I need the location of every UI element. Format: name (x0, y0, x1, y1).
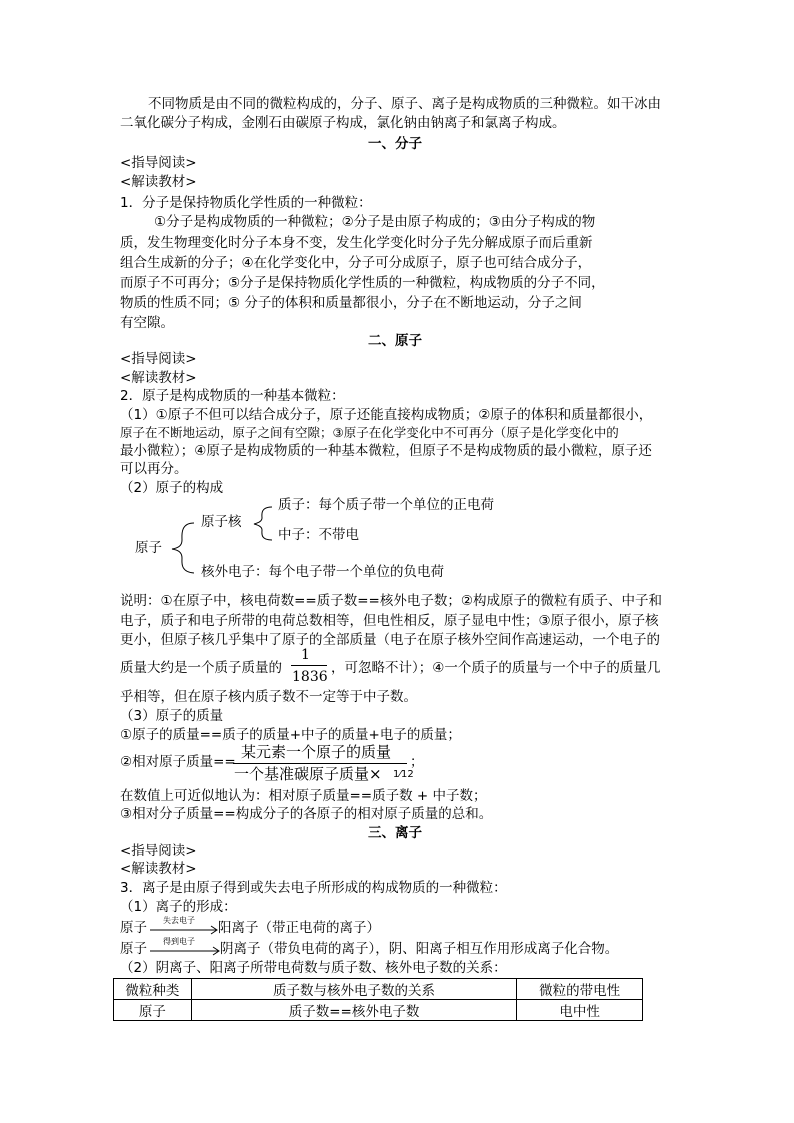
table-header-cell: 微粒的带电性 (517, 979, 643, 1000)
ion-formation-heading: （1）离子的形成： (120, 899, 237, 915)
section-1-line: 物质的性质不同；⑤ 分子的体积和质量都很小，分子在不断地运动，分子之间 (120, 295, 582, 311)
table-header-cell: 微粒种类 (114, 979, 192, 1000)
relative-mass-post: ； (410, 754, 424, 770)
section-2-title: 二、原子 (368, 333, 422, 349)
item-1-heading: 1．分子是保持物质化学性质的一种微粒： (120, 195, 372, 211)
interpret-textbook-label: <解读教材> (120, 861, 197, 877)
diagram-nucleus-label: 原子核 (201, 514, 242, 530)
formation-atom-label: 原子 (120, 941, 147, 957)
intro-line-2: 二氧化碳分子构成，金刚石由碳原子构成，氯化钠由钠离子和氯离子构成。 (120, 115, 566, 131)
section-1-line: ①分子是构成物质的一种微粒；②分子是由原子构成的；③由分子构成的物 (154, 214, 596, 230)
section-2-p1-line: （1）①原子不但可以结合成分子，原子还能直接构成物质；②原子的体积和质量都很小， (120, 407, 653, 423)
table-cell: 电中性 (517, 1000, 643, 1021)
arrow-label-gain-electron: 得到电子 (163, 937, 195, 946)
section-2-p1-line: 可以再分。 (120, 461, 188, 477)
note-mass-post: ，可忽略不计）；④一个质子的质量与一个中子的质量几 (331, 660, 661, 676)
formation-cation-result: 阳离子（带正电荷的离子） (218, 920, 380, 936)
mass-line-1: ①原子的质量==质子的质量+中子的质量+电子的质量； (120, 727, 461, 743)
relative-mass-pre: ②相对原子质量== (120, 754, 236, 770)
diagram-electron-label: 核外电子：每个电子带一个单位的负电荷 (201, 564, 444, 580)
mass-line-3: ③相对分子质量==构成分子的各原子的相对原子质量的总和。 (120, 806, 493, 822)
relative-mass-denominator-fraction: 1⁄12 (393, 769, 414, 780)
fraction-denominator: 1836 (292, 669, 328, 685)
guide-reading-label: <指导阅读> (120, 155, 197, 171)
atom-mass-heading: （3）原子的质量 (120, 708, 224, 724)
relative-mass-denominator: 一个基准碳原子质量× (234, 765, 382, 783)
note-mass-pre: 质量大约是一个质子质量的 (120, 660, 282, 676)
section-1-line: 组合生成新的分子；④在化学变化中，分子可分成原子，原子也可结合成分子， (120, 255, 592, 271)
note-line: 说明：①在原子中，核电荷数==质子数==核外电子数；②构成原子的微粒有质子、中子和 (120, 593, 662, 609)
section-1-line: 质，发生物理变化时分子本身不变，发生化学变化时分子先分解成原子而后重新 (120, 235, 593, 251)
guide-reading-label: <指导阅读> (120, 351, 197, 367)
section-3-title: 三、离子 (368, 825, 422, 841)
approx-line: 在数值上可近似地认为：相对原子质量==质子数 + 中子数； (120, 788, 487, 804)
table-cell: 质子数==核外电子数 (191, 1000, 516, 1021)
table-header-row (114, 979, 643, 1000)
atom-structure-heading: （2）原子的构成 (120, 480, 224, 496)
formation-anion-result: 阴离子（带负电荷的离子），阴、阳离子相互作用形成离子化合物。 (220, 941, 619, 957)
relative-mass-numerator: 某元素一个原子的质量 (241, 743, 392, 761)
diagram-atom-label: 原子 (135, 540, 162, 556)
item-2-heading: 2．原子是构成物质的一种基本微粒： (120, 388, 345, 404)
note-line: 更小，但原子核几乎集中了原子的全部质量（电子在原子核外空间作高速运动，一个电子的 (120, 632, 660, 648)
formation-atom-label: 原子 (120, 920, 147, 936)
section-1-title: 一、分子 (368, 136, 422, 152)
section-1-line: 有空隙。 (120, 315, 174, 331)
charge-relation-heading: （2）阴离子、阳离子所带电荷数与质子数、核外电子数的关系： (120, 960, 507, 976)
fraction-numerator: 1 (301, 647, 310, 663)
note-line: 电子，质子和电子所带的电荷总数相等，但电性相反，原子显电中性；③原子很小，原子核 (120, 613, 659, 629)
charge-relation-table (113, 978, 643, 1021)
section-2-p1-line: 原子在不断地运动，原子之间有空隙；③原子在化学变化中不可再分（原子是化学变化中的 (120, 425, 619, 440)
item-3-heading: 3．离子是由原子得到或失去电子所形成的构成物质的一种微粒： (120, 880, 507, 896)
interpret-textbook-label: <解读教材> (120, 174, 197, 190)
interpret-textbook-label: <解读教材> (120, 370, 197, 386)
section-2-p1-line: 最小微粒）；④原子是构成物质的一种基本微粒，但原子不是构成物质的最小微粒，原子还 (120, 443, 652, 459)
intro-line-1: 不同物质是由不同的微粒构成的，分子、原子、离子是构成物质的三种微粒。如干冰由 (148, 96, 661, 112)
guide-reading-label: <指导阅读> (120, 843, 197, 859)
table-cell: 原子 (114, 1000, 192, 1021)
table-header-cell: 质子数与核外电子数的关系 (191, 979, 516, 1000)
table-row (114, 1000, 643, 1021)
diagram-proton-label: 质子：每个质子带一个单位的正电荷 (278, 497, 494, 513)
diagram-neutron-label: 中子：不带电 (278, 527, 359, 543)
note-line: 乎相等，但在原子核内质子数不一定等于中子数。 (120, 689, 417, 705)
section-1-line: 而原子不可再分；⑤分子是保持物质化学性质的一种微粒，构成物质的分子不同， (120, 275, 605, 291)
arrow-label-lose-electron: 失去电子 (163, 916, 195, 925)
